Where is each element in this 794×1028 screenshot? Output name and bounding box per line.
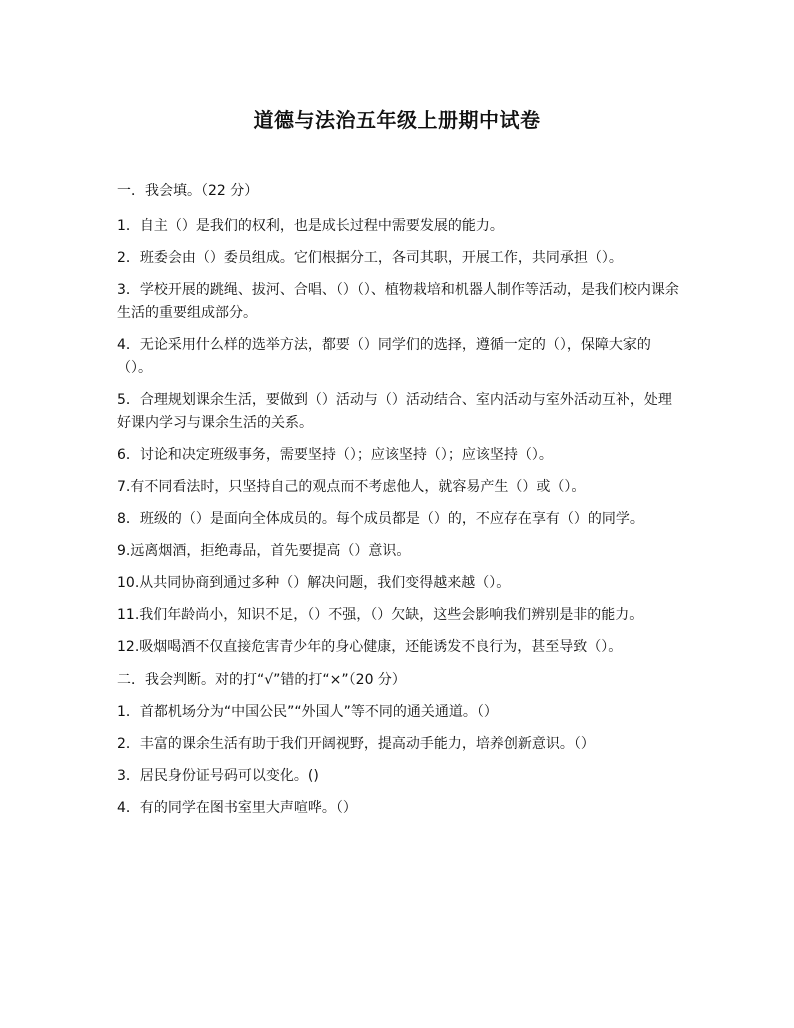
- question-fill-10: 10.从共同协商到通过多种（）解决问题，我们变得越来越（）。: [117, 575, 511, 591]
- question-fill-9: 9.远离烟酒，拒绝毒品，首先要提高（）意识。: [117, 543, 411, 559]
- section-heading-fill-in: 一．我会填。（22 分）: [117, 183, 259, 199]
- question-fill-12: 12.吸烟喝酒不仅直接危害青少年的身心健康，还能诱发不良行为，甚至导致（）。: [117, 639, 623, 655]
- document-title: 道德与法治五年级上册期中试卷: [253, 108, 541, 132]
- question-fill-11: 11.我们年龄尚小，知识不足，（）不强，（）欠缺，这些会影响我们辨别是非的能力。: [117, 607, 644, 623]
- question-judge-1: 1．首都机场分为“中国公民”“外国人”等不同的通关通道。（）: [117, 704, 498, 720]
- question-judge-4: 4．有的同学在图书室里大声喧哗。（）: [117, 800, 357, 816]
- question-judge-2: 2．丰富的课余生活有助于我们开阔视野，提高动手能力，培养创新意识。（）: [117, 736, 595, 752]
- question-fill-5: 5．合理规划课余生活，要做到（）活动与（）活动结合、室内活动与室外活动互补，处理好课内学习与课余生活的关系。: [117, 392, 672, 431]
- question-fill-3: 3．学校开展的跳绳、拔河、合唱、（）（）、植物栽培和机器人制作等活动，是我们校内课余生活的重要组成部分。: [117, 282, 679, 321]
- question-fill-1: 1．自主（）是我们的权利，也是成长过程中需要发展的能力。: [117, 218, 504, 234]
- question-judge-3: 3．居民身份证号码可以变化。(): [117, 768, 319, 784]
- question-fill-7: 7.有不同看法时，只坚持自己的观点而不考虑他人，就容易产生（）或（）。: [117, 479, 586, 495]
- question-fill-4: 4．无论采用什么样的选举方法，都要（）同学们的选择，遵循一定的（），保障大家的（）。: [117, 337, 651, 376]
- question-fill-8: 8．班级的（）是面向全体成员的。每个成员都是（）的，不应存在享有（）的同学。: [117, 511, 644, 527]
- question-fill-6: 6．讨论和决定班级事务，需要坚持（）；应该坚持（）；应该坚持（）。: [117, 447, 553, 463]
- exam-content: [117, 180, 682, 829]
- question-fill-2: 2．班委会由（）委员组成。它们根据分工，各司其职，开展工作，共同承担（）。: [117, 250, 623, 266]
- section-heading-judgment: 二．我会判断。对的打“√”错的打“×”（20 分）: [117, 672, 406, 688]
